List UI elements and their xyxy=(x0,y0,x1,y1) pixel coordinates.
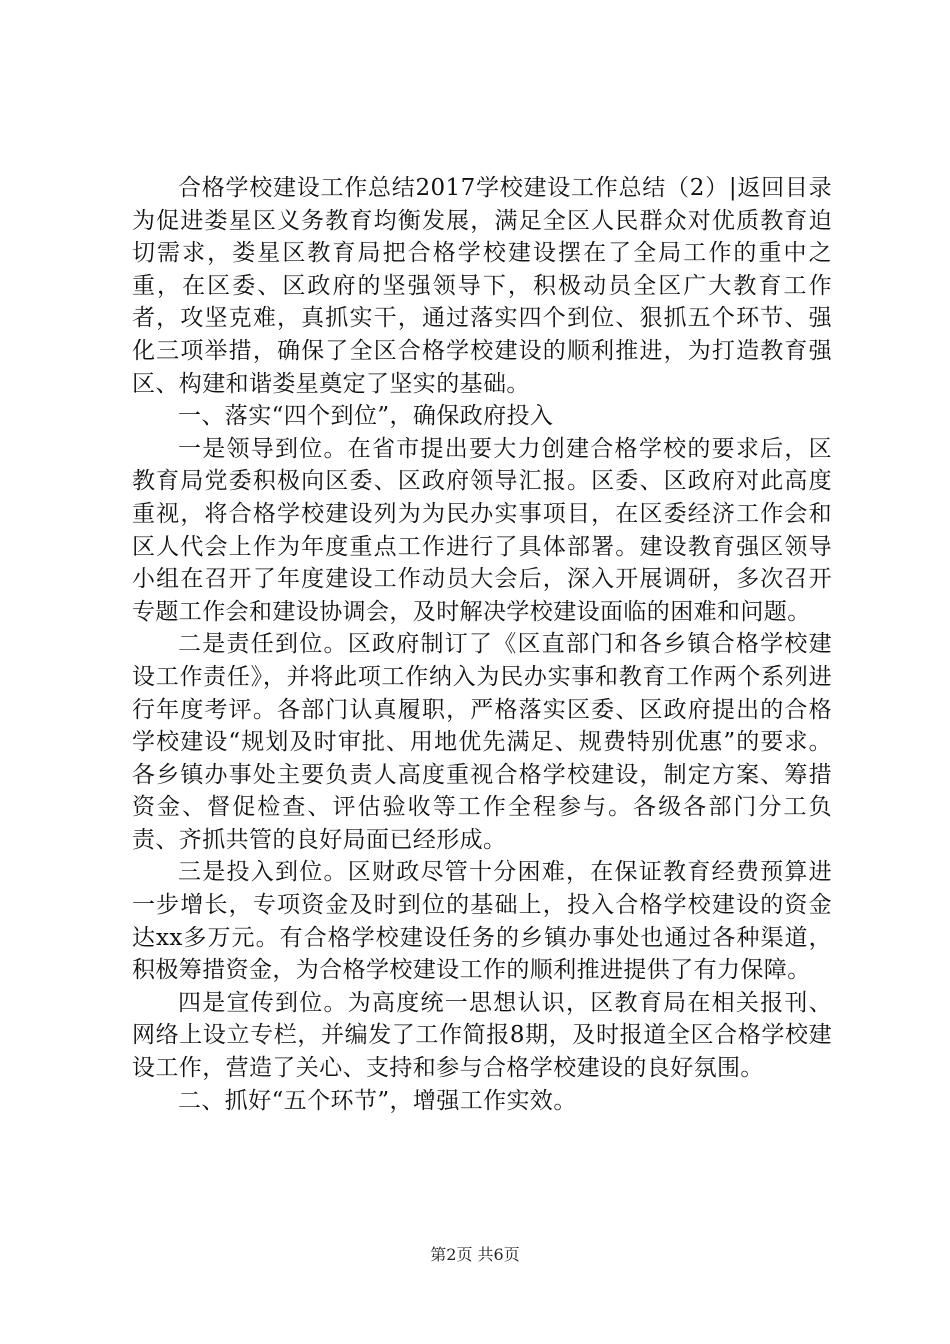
paragraph-investment: 三是投入到位。区财政尽管十分困难，在保证教育经费预算进一步增长，专项资金及时到位的基础上，投入合格学校建设的资金达xx多万元。有合格学校建设任务的乡镇办事处也通过各种渠道，积极筹措资金，为合格学校建设工作的顺利推进提供了有力保障。 xyxy=(132,859,832,984)
document-body xyxy=(132,172,832,1117)
heading-section-1: 一、落实“四个到位”，确保政府投入 xyxy=(178,403,554,430)
heading-section-2: 二、抓好“五个环节”，增强工作实效。 xyxy=(178,1087,577,1114)
page-number-footer: 第2页 共6页 xyxy=(430,1245,520,1264)
paragraph-publicity: 四是宣传到位。为高度统一思想认识，区教育局在相关报刊、网络上设立专栏，并编发了工作简报8期，及时报道全区合格学校建设工作，营造了关心、支持和参与合格学校建设的良好氛围。 xyxy=(132,989,832,1082)
paragraph-responsibility: 二是责任到位。区政府制订了《区直部门和各乡镇合格学校建设工作责任》，并将此项工作纳入为民办实事和教育工作两个系列进行年度考评。各部门认真履职，严格落实区委、区政府提出的合格学校建设“规划及时审批、用地优先满足、规费特别优惠”的要求。各乡镇办事处主要负责人高度重视合格学校建设，制定方案、筹措资金、督促检查、评估验收等工作全程参与。各级各部门分工负责、齐抓共管的良好局面已经形成。 xyxy=(132,631,832,853)
paragraph-leadership: 一是领导到位。在省市提出要大力创建合格学校的要求后，区教育局党委积极向区委、区政府领导汇报。区委、区政府对此高度重视，将合格学校建设列为为民办实事项目，在区委经济工作会和区人代会上作为年度重点工作进行了具体部署。建设教育强区领导小组在召开了年度建设工作动员大会后，深入开展调研，多次召开专题工作会和建设协调会，及时解决学校建设面临的困难和问题。 xyxy=(132,435,832,625)
paragraph-intro: 合格学校建设工作总结2017学校建设工作总结（2）|返回目录为促进娄星区义务教育均衡发展，满足全区人民群众对优质教育迫切需求，娄星区教育局把合格学校建设摆在了全局工作的重中之重，在区委、区政府的坚强领导下，积极动员全区广大教育工作者，攻坚克难，真抓实干，通过落实四个到位、狠抓五个环节、强化三项举措，确保了全区合格学校建设的顺利推进，为打造教育强区、构建和谐娄星奠定了坚实的基础。 xyxy=(132,175,832,397)
